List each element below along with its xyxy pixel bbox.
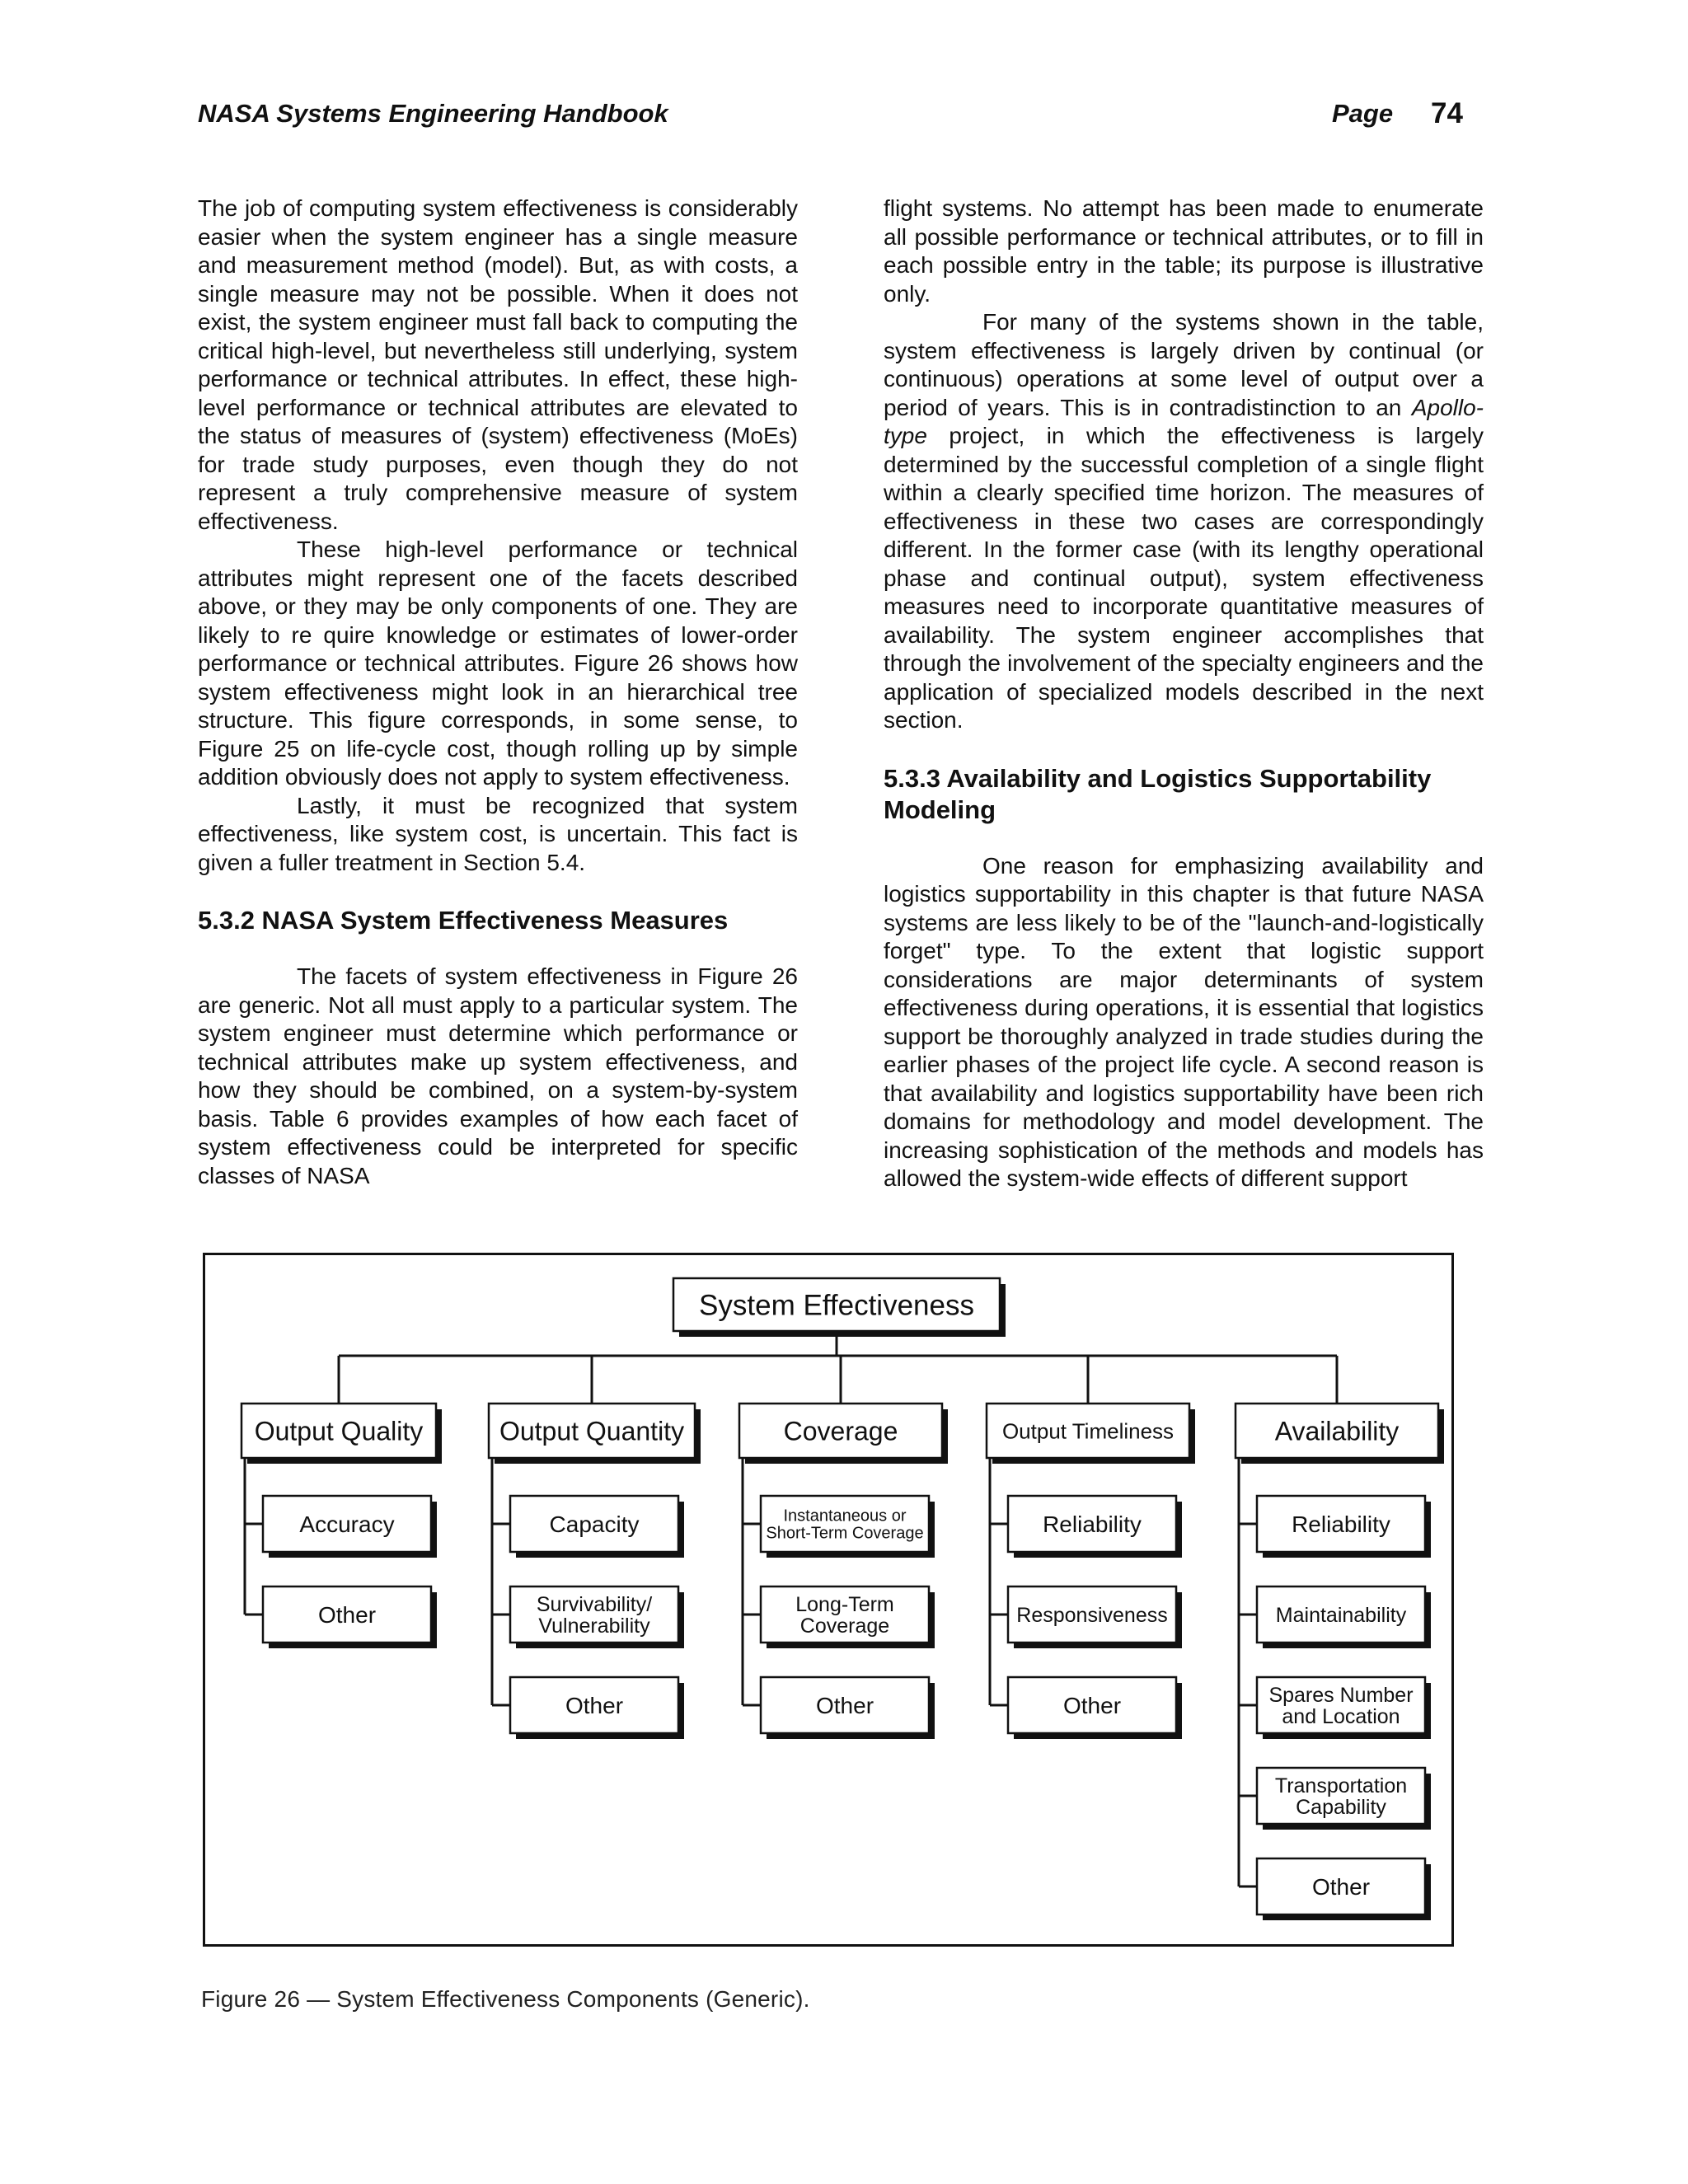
branch-node-1-label: Output Quantity	[499, 1416, 685, 1446]
child-node-1-2	[510, 1677, 684, 1739]
left-column	[198, 194, 798, 1190]
right-paragraph-2	[884, 308, 1484, 735]
right-paragraph-3: One reason for emphasizing availability and logistics supportability in this chapter is that future NASA systems are less likely to be of the "launch-and-logistically forget" type. To the extent that logistic support considerations are major determinants of system effectiveness during operations, it is essential that logistics support be thoroughly analyzed in trade studies during the earlier phases of the project life cycle. A second reason is that availability and logistics supportability have been rich domains for methodology and model development. The increasing sophistication of the methods and models has allowed the system-wide effects of different support	[884, 852, 1484, 1191]
left-paragraph-2: These high-level performance or technical attributes might represent one of the facets described above, or they may be only components of one. They are likely to re quire knowledge or estimates of lower-order performance or technical attributes. Figure 26 shows how system effectiveness might look in an hierarchical tree structure. This figure corresponds, in some sense, to Figure 25 on life-cycle cost, though rolling up by simple addition obviously does not apply to system effectiveness.	[198, 537, 798, 790]
child-node-2-2-label: Other	[815, 1693, 874, 1719]
right-column	[884, 194, 1484, 1193]
branch-node-4-label: Availability	[1274, 1416, 1400, 1446]
branch-node-4	[1236, 1404, 1444, 1464]
child-node-0-1	[263, 1586, 437, 1648]
branch-node-3	[987, 1404, 1195, 1464]
right-paragraph-1: flight systems. No attempt has been made to enumerate all possible performance or technical attributes, or to fill in each possible entry in the table; its purpose is illustrative only.	[884, 195, 1484, 307]
child-node-2-0-label: Instantaneous or	[783, 1507, 907, 1526]
left-paragraph-4: The facets of system effectiveness in Figure 26 are generic. Not all must apply to a particular system. The system engineer must determine which performance or technical attributes make up system effectiveness, and how they should be combined, on a system-by-system basis. Table 6 provides examples of how each facet of system effectiveness could be interpreted for specific classes of NASA	[198, 963, 798, 1188]
branch-node-1	[489, 1404, 701, 1464]
child-node-0-0-label: Accuracy	[299, 1511, 395, 1538]
child-node-3-0-label: Reliability	[1043, 1511, 1142, 1538]
effectiveness-tree	[205, 1255, 1456, 1949]
child-node-3-0	[1008, 1496, 1182, 1558]
child-node-1-1	[510, 1586, 684, 1648]
figure-caption: Figure 26 — System Effectiveness Components (Generic).	[201, 1986, 810, 2012]
child-node-3-1-label: Responsiveness	[1016, 1604, 1168, 1627]
child-node-0-1-label: Other	[317, 1602, 377, 1629]
apollo-type-term: Apollo-type	[884, 394, 1484, 448]
child-node-4-3-label: Transportation	[1274, 1774, 1408, 1797]
child-node-4-2-label: and Location	[1282, 1705, 1400, 1729]
left-paragraph-3: Lastly, it must be recognized that system effectiveness, like system cost, is uncertain. This fact is given a fuller treatment in Section 5.4.	[198, 792, 798, 875]
section-heading-5-3-3: 5.3.3 Availability and Logistics Supportability Modeling	[884, 763, 1432, 824]
branch-node-0	[241, 1404, 442, 1464]
left-paragraph-1: The job of computing system effectiveness is considerably easier when the system engineer has a single measure and measurement method (model). But, as with costs, a single measure may not be possible. When it does not exist, the system engineer must fall back to computing the critical high-level, but nevertheless still underlying, system performance or technical attributes. In effect, these high-level performance or technical attributes are elevated to the status of measures of (system) effectiveness (MoEs) for trade study purposes, even though they do not represent a truly comprehensive measure of system effectiveness.	[198, 195, 798, 534]
child-node-1-2-label: Other	[565, 1693, 624, 1719]
header-title: NASA Systems Engineering Handbook	[198, 99, 668, 128]
child-node-1-0-label: Capacity	[549, 1511, 640, 1538]
child-node-4-0	[1257, 1496, 1431, 1558]
child-node-4-3-label: Capability	[1296, 1796, 1386, 1820]
child-node-4-4	[1257, 1858, 1431, 1920]
child-node-2-1	[761, 1586, 935, 1648]
child-node-1-0	[510, 1496, 684, 1558]
child-node-3-1	[1008, 1586, 1182, 1648]
child-node-4-3	[1257, 1768, 1431, 1830]
right-paragraph-2-end: project, in which the effectiveness is largely determined by the successful completion of a single flight within a clearly specified time horizon. The measures of effectiveness in these two cases are correspondingly different. In the former case (with its lengthy operational phase and continual output), system effectiveness measures need to incorporate quantitative measures of availability. The system engineer accomplishes that through the involvement of the specialty engineers and the application of specialized models described in the next section.	[884, 423, 1484, 733]
child-node-2-0-label: Short-Term Coverage	[766, 1524, 924, 1543]
child-node-2-1-label: Long-Term	[795, 1592, 894, 1616]
root-node-system-effectiveness-label: System Effectiveness	[699, 1289, 974, 1322]
header-page-label: Page	[1332, 99, 1394, 128]
page-header	[198, 92, 1484, 142]
child-node-0-0	[263, 1496, 437, 1558]
section-heading-5-3-2: 5.3.2 NASA System Effectiveness Measures	[198, 906, 729, 935]
child-node-3-2	[1008, 1677, 1182, 1739]
child-node-2-0	[761, 1496, 935, 1558]
child-node-4-4-label: Other	[1311, 1874, 1371, 1900]
branch-node-2-label: Coverage	[783, 1416, 898, 1446]
child-node-3-2-label: Other	[1062, 1693, 1122, 1719]
child-node-4-2	[1257, 1677, 1431, 1739]
child-node-4-2-label: Spares Number	[1268, 1683, 1414, 1707]
child-node-4-1-label: Maintainability	[1275, 1604, 1407, 1627]
right-paragraph-2-start: For many of the systems shown in the table, system effectiveness is largely driven by continual (or continuous) operations at some level of output over a period of years. This is in contradistinction to an	[884, 309, 1484, 420]
figure-26-diagram	[203, 1253, 1454, 1947]
child-node-1-1-label: Survivability/	[536, 1592, 653, 1616]
root-node-system-effectiveness	[673, 1278, 1006, 1337]
child-node-4-1	[1257, 1586, 1431, 1648]
child-node-1-1-label: Vulnerability	[538, 1615, 650, 1638]
child-node-2-1-label: Coverage	[799, 1615, 890, 1638]
child-node-4-0-label: Reliability	[1292, 1511, 1390, 1538]
branch-node-0-label: Output Quality	[254, 1416, 424, 1446]
child-node-2-2	[761, 1677, 935, 1739]
branch-node-3-label: Output Timeliness	[1001, 1418, 1175, 1444]
branch-node-2	[739, 1404, 948, 1464]
header-page-number: 74	[1431, 97, 1463, 129]
